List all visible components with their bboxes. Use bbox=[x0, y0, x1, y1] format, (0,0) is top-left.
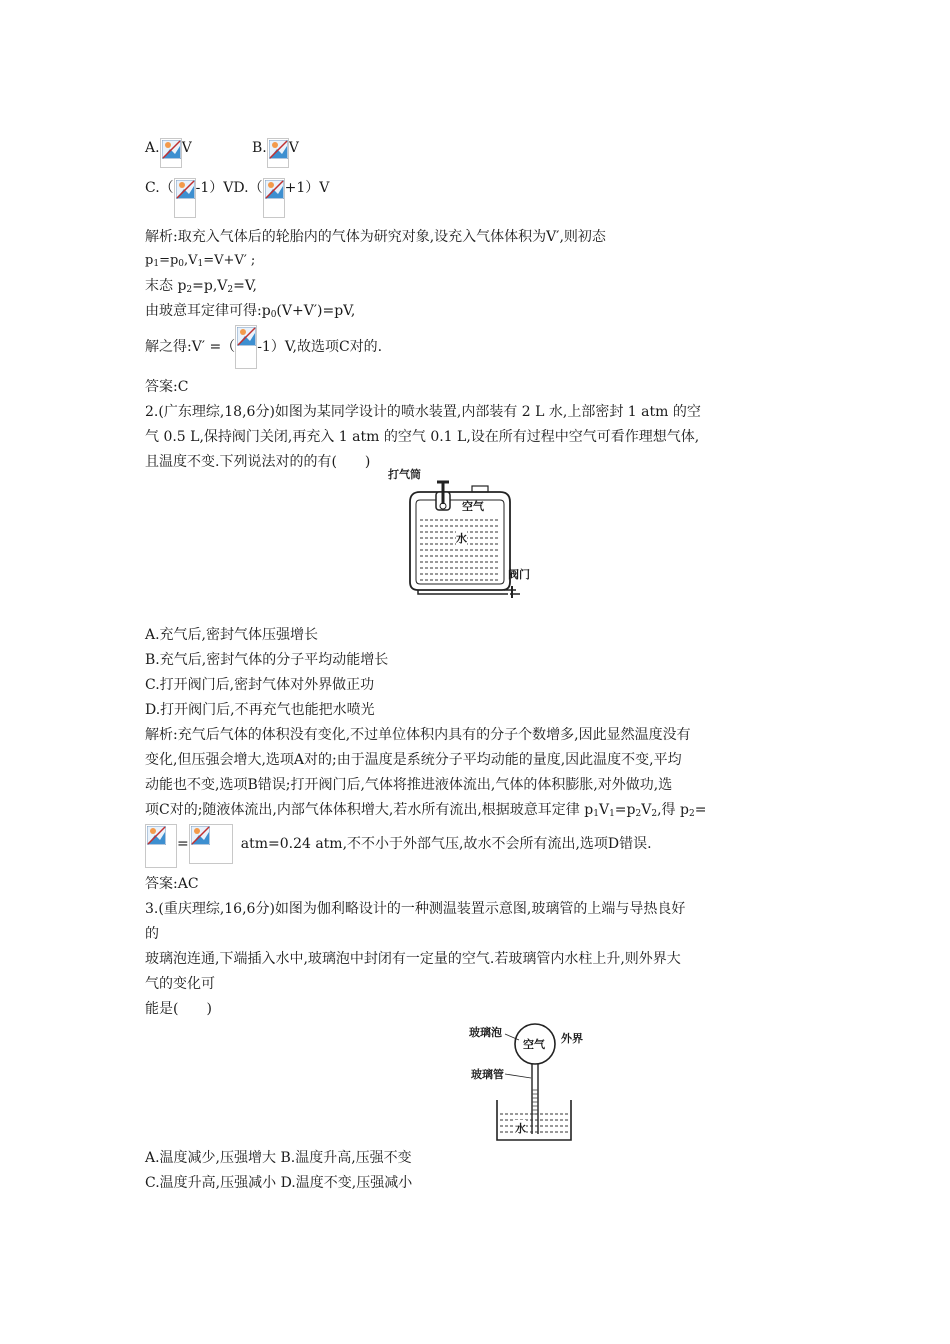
broken-image-icon bbox=[263, 178, 285, 218]
outside-label: 外界 bbox=[561, 1032, 583, 1045]
option-letter: A. bbox=[145, 140, 160, 156]
option-letter: C.（ bbox=[145, 180, 174, 196]
q1-analysis-4: 由玻意耳定律可得$:p_0(V+V')=pV$, bbox=[145, 303, 356, 320]
q1-options-cd bbox=[145, 178, 329, 218]
q2-analysis-5: = atm=0.24 atm,不不小于外部气压,故水不会所有流出,选项D错误. bbox=[145, 824, 652, 868]
option-text: V bbox=[181, 140, 192, 156]
bulb-label: 玻璃泡 bbox=[469, 1026, 502, 1039]
water-label: 水 bbox=[515, 1122, 526, 1135]
q2-analysis-4: 项C对的;随液体流出,内部气体体积增大,若水所有流出,根据玻意耳定律 $p_1V_1=p_2V_2$,得 $p_2=$ bbox=[145, 802, 707, 819]
q1-answer: 答案:C bbox=[145, 379, 189, 395]
q1-analysis-1: 解析:取充入气体后的轮胎内的气体为研究对象,设充入气体体积为V′,则初态 bbox=[145, 229, 606, 245]
broken-image-icon bbox=[145, 824, 177, 868]
q2-analysis-3: 动能也不变,选项B错误;打开阀门后,气体将推进液体流出,气体的体积膨胀,对外做功,选 bbox=[145, 777, 673, 793]
q2-stem-2: 气 0.5 L,保持阀门关闭,再充入 1 atm 的空气 0.1 L,设在所有过程中空气可看作理想气体, bbox=[145, 429, 700, 445]
q2-answer: 答案:AC bbox=[145, 876, 199, 892]
water-label: 水 bbox=[456, 532, 467, 545]
broken-image-icon bbox=[267, 138, 289, 168]
q2-option-c: C.打开阀门后,密封气体对外界做正功 bbox=[145, 677, 375, 693]
broken-image-icon bbox=[174, 178, 196, 218]
q2-analysis-1: 解析:充气后气体的体积没有变化,不过单位体积内具有的分子个数增多,因此显然温度没有 bbox=[145, 727, 691, 743]
q1-analysis-2: $p_1=p_0,V_1=V+V'$ ; bbox=[145, 253, 256, 269]
q3-stem-5: 能是( ) bbox=[145, 1001, 212, 1017]
q3-stem-2: 的 bbox=[145, 926, 159, 942]
q2-option-b: B.充气后,密封气体的分子平均动能增长 bbox=[145, 652, 389, 668]
q3-stem-3: 玻璃泡连通,下端插入水中,玻璃泡中封闭有一定量的空气.若玻璃管内水柱上升,则外界大 bbox=[145, 951, 681, 967]
q2-stem-1: 2.(广东理综,18,6分)如图为某同学设计的喷水装置,内部装有 2 L 水,上部密封 1 atm 的空 bbox=[145, 404, 701, 420]
q1-analysis-5: 解之得:V′ =（ -1）V,故选项C对的. bbox=[145, 325, 382, 369]
q2-option-d: D.打开阀门后,不再充气也能把水喷光 bbox=[145, 702, 375, 718]
broken-image-icon bbox=[189, 824, 233, 864]
q3-stem-4: 气的变化可 bbox=[145, 976, 215, 992]
option-letter: B. bbox=[252, 140, 267, 156]
tube-label: 玻璃管 bbox=[471, 1068, 504, 1081]
q1-option-a bbox=[145, 138, 192, 168]
pump-label: 打气筒 bbox=[388, 468, 421, 481]
option-letter: D.（ bbox=[233, 180, 263, 196]
sprayer-diagram bbox=[380, 470, 530, 605]
q2-option-a: A.充气后,密封气体压强增长 bbox=[145, 627, 319, 643]
q1-analysis-3: 末态 $p_2=p,V_2=V$, bbox=[145, 278, 257, 295]
broken-image-icon bbox=[160, 138, 182, 168]
option-text: +1）V bbox=[284, 180, 330, 196]
air-label: 空气 bbox=[523, 1038, 545, 1051]
option-text: -1）V bbox=[195, 180, 234, 196]
q1-option-b bbox=[252, 138, 299, 168]
q2-stem-3: 且温度不变.下列说法对的的有( ) bbox=[145, 454, 371, 470]
q3-options-ab: A.温度减少,压强增大 B.温度升高,压强不变 bbox=[145, 1150, 412, 1166]
broken-image-icon bbox=[235, 325, 257, 369]
thermoscope-figure bbox=[465, 1022, 595, 1147]
valve-label: 阀门 bbox=[508, 568, 530, 581]
air-label: 空气 bbox=[462, 500, 484, 513]
q2-analysis-2: 变化,但压强会增大,选项A对的;由于温度是系统分子平均动能的量度,因此温度不变,平均 bbox=[145, 752, 682, 768]
sprayer-figure bbox=[380, 470, 530, 605]
q3-options-cd: C.温度升高,压强减小 D.温度不变,压强减小 bbox=[145, 1175, 413, 1191]
option-text: V bbox=[288, 140, 299, 156]
q3-stem-1: 3.(重庆理综,16,6分)如图为伽利略设计的一种测温装置示意图,玻璃管的上端与导热良好 bbox=[145, 901, 686, 917]
